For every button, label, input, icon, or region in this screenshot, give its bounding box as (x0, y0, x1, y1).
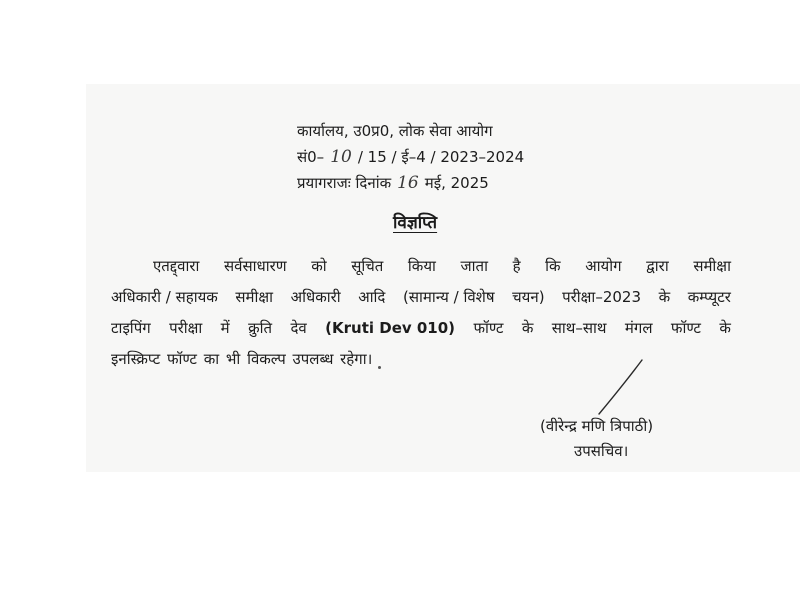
signatory-designation: उपसचिव। (574, 442, 629, 460)
notice-body (111, 251, 731, 375)
notice-word: के (658, 288, 671, 306)
notice-word: समीक्षा (235, 288, 274, 306)
notice-word: परीक्षा–2023 (562, 288, 641, 306)
notice-word: को (311, 257, 327, 275)
notice-word: आदि (358, 288, 386, 306)
notice-title: विज्ञप्ति (393, 213, 438, 233)
notice-word: किया (407, 257, 436, 275)
notice-word: समीक्षा (693, 257, 731, 275)
notice-word: देव (290, 319, 307, 337)
date-handwritten-day: 16 (397, 173, 419, 193)
notice-word: इनस्क्रिप्ट फॉण्ट का भी विकल्प उपलब्ध रहेगा। (111, 350, 373, 368)
notice-word: कम्प्यूटर (687, 288, 731, 306)
notice-word: सर्वसाधारण (223, 257, 287, 275)
reference-suffix: / 15 / ई–4 / 2023–2024 (357, 148, 525, 166)
notice-word: के (719, 319, 731, 337)
notice-line (111, 282, 731, 313)
issue-date (297, 170, 524, 196)
notice-word: में (220, 319, 230, 337)
date-suffix: मई, 2025 (424, 174, 489, 192)
notice-word: परीक्षा (169, 319, 203, 337)
notice-word: मंगल (624, 319, 653, 337)
reference-number (297, 144, 524, 170)
notice-word: जाता (460, 257, 488, 275)
notice-word: है (512, 257, 521, 275)
signatory-name: (वीरेन्द्र मणि त्रिपाठी) (540, 417, 654, 435)
notice-line (111, 313, 731, 344)
notice-word: चयन) (512, 288, 545, 306)
notice-word: अधिकारी / सहायक (111, 288, 218, 306)
signature-icon (595, 358, 645, 418)
date-prefix: प्रयागराजः दिनांक (297, 174, 392, 192)
reference-handwritten-number: 10 (330, 147, 352, 167)
office-header (297, 118, 524, 196)
notice-word: साथ–साथ (551, 319, 607, 337)
notice-word: टाइपिंग (111, 319, 151, 337)
notice-word: आयोग (585, 257, 622, 275)
notice-word: के (521, 319, 534, 337)
notice-word: फॉण्ट (473, 319, 504, 337)
notice-word: कि (545, 257, 561, 275)
office-name: कार्यालय, उ0प्र0, लोक सेवा आयोग (297, 122, 493, 140)
scan-speck (378, 366, 381, 369)
reference-prefix: सं0– (297, 148, 325, 166)
notice-word: सूचित (351, 257, 384, 275)
notice-word: (Kruti Dev 010) (325, 319, 456, 337)
notice-word: एतद्द्वारा (153, 257, 200, 275)
notice-word: द्वारा (646, 257, 669, 275)
notice-word: (सामान्य / विशेष (403, 288, 495, 306)
notice-line (111, 251, 731, 282)
notice-word: फॉण्ट (670, 319, 701, 337)
notice-word: अधिकारी (290, 288, 341, 306)
notice-word: क्रुति (248, 319, 273, 337)
